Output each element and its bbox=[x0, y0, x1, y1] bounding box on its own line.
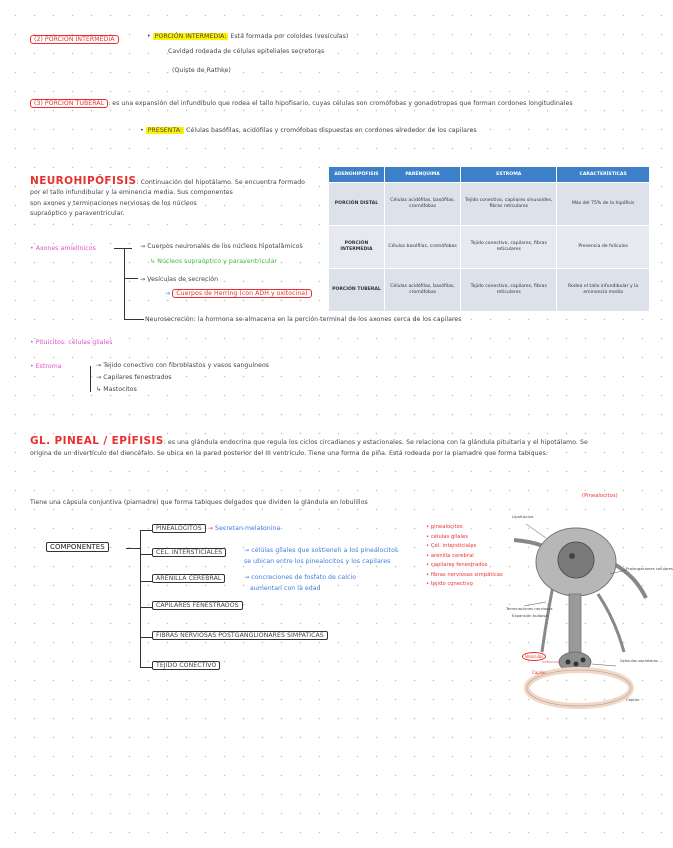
table-header: PARÉNQUIMA bbox=[384, 167, 460, 183]
pineal-comp2: CEL. INTERSTICIALES bbox=[152, 549, 226, 556]
neuro-estroma-2: → Capilares fenestrados bbox=[96, 374, 172, 381]
pineal-comp1: PINEALOCITOS → Secretan melatonina bbox=[152, 525, 280, 532]
pineal-notes: • pinealocitos • células gliales • Cél. intersticiales • arenilla cerebral • capilares fenestrados • fibras nerviosas simpáticas • tejido conectivo bbox=[426, 524, 503, 587]
diagram-label-vesiculas: Vesículas bbox=[522, 654, 546, 659]
neuro-estroma: • Estroma bbox=[30, 363, 62, 370]
neuro-axon-a: → Cuerpos neuronales de los núcleos hipotalámicos bbox=[140, 243, 303, 250]
diagram-label-capilar: Capilar bbox=[626, 697, 640, 702]
pineal-comp4: CAPILARES FENESTRADOS bbox=[152, 602, 243, 609]
pineal-comp6: TEJIDO CONECTIVO bbox=[152, 662, 220, 669]
diagram-label-expansion: Expansión bulbosa bbox=[512, 613, 548, 618]
bullet-icon: • bbox=[140, 127, 144, 134]
pineal-comp5: FIBRAS NERVIOSAS POSTGANGLIONARES SIMPÁTICAS bbox=[152, 632, 328, 639]
diagram-circle-label: Capilar bbox=[532, 670, 547, 675]
adenohipofisis-table bbox=[328, 166, 650, 312]
diagram-note: (Pinealocitos) bbox=[582, 493, 618, 499]
table-header: ESTROMA bbox=[461, 167, 557, 183]
neuro-estroma-3: ↳ Mastocitos bbox=[96, 386, 137, 393]
pineal-comp2-note1: → células gliales que sostienen a los pinealocitos bbox=[244, 547, 399, 554]
section2-title: (2) PORCIÓN INTERMEDIA bbox=[30, 36, 119, 43]
neuro-axon-b: → Vesículas de secreción bbox=[140, 276, 219, 283]
table-row: PORCIÓN INTERMEDIA Células basófilas, cromófobas Tejido conectivo, capilares, fibras reticulares Presencia de folículos bbox=[329, 226, 650, 269]
neuro-estroma-1: → Tejido conectivo con fibroblastos y vasos sanguíneos bbox=[96, 362, 270, 369]
neuro-paragraph: NEUROHIPÓFISIS: Continuación del hipotálamo. Se encuentra formado por el tallo infundibular y la eminencia media. Sus componentes son axones y terminaciones nerviosas de los núcleos supraóptico y paraventricular. bbox=[30, 175, 306, 218]
neuro-axon-c: Neurosecreción: la hormona se almacena en la porción terminal de los axones cerca de los capilares bbox=[145, 316, 462, 323]
section2-line2: Cavidad rodeada de células epiteliales secretoras bbox=[168, 48, 325, 55]
pineal-line3: Tiene una cápsula conjuntiva (piamadre) que forma tabiques delgados que dividen la glándula en lobulillos bbox=[30, 499, 368, 506]
table-row: PORCIÓN DISTAL Células acidófilas, basófilas, cromófobas Tejido conectivo, capilares sinusoides, fibras reticulares Más del 75% de la hipófisis bbox=[329, 183, 650, 226]
table-header: ADENOHIPÓFISIS bbox=[329, 167, 385, 183]
section2-line1: • PORCIÓN INTERMEDIA: Está formada por coloides (vesículas) bbox=[147, 33, 349, 40]
neuro-axones: • Axones amielínicos bbox=[30, 245, 96, 252]
pineal-comp2-note2: se ubican entre los pinealocitos y los capilares bbox=[244, 558, 391, 565]
bullet-icon: • bbox=[147, 33, 151, 40]
pineal-comp3-note2: aumentan con la edad bbox=[250, 585, 321, 592]
section3-line2: • PRESENTA: Células basófilas, acidófilas y cromófobas dispuestas en cordones alrededor de los capilares bbox=[140, 127, 477, 134]
pineal-comp3-note1: → concreciones de fosfato de calcio bbox=[244, 574, 357, 581]
pineal-comp3: ARENILLA CEREBRAL bbox=[152, 575, 225, 582]
diagram-label-lipofuscina: Lipofuscina bbox=[512, 514, 534, 519]
table-row: PORCIÓN TUBERAL Células acidófilas, basófilas, cromófobas Tejido conectivo, capilares, fibras reticulares Rodea el tallo infundibular y la eminencia media bbox=[329, 269, 650, 312]
pineal-paragraph: GL. PINEAL / EPÍFISIS: es una glándula endocrina que regula los ciclos circadianos y estacionales. Se relaciona con la glándula pituitaria y el hipotálamo. Se origina de un divertículo del diencéfalo. Se ubica en la pared posterior del III ventrículo. Tiene una forma de piña. Está rodeada por la piamadre que forma tabiques. bbox=[30, 435, 588, 457]
neuro-pituicitos: • Pituicitos: células gliales bbox=[30, 339, 113, 346]
diagram-label-granulos: Gránulos secretores bbox=[620, 658, 659, 663]
pineal-componentes: COMPONENTES bbox=[46, 543, 109, 551]
section3-line1: (3) PORCIÓN TUBERAL : es una expansión del infundíbulo que rodea el tallo hipofisario, cuyas células son cromófobas y gonadotropas que forman cordones longitudinales bbox=[30, 100, 650, 107]
diagram-label-prolongaciones: Prolongaciones celulares bbox=[626, 566, 673, 571]
diagram-label-terminaciones: Terminaciones nerviosas bbox=[506, 606, 553, 611]
section2-line3: (Quiste de Rathke) bbox=[172, 67, 231, 74]
neuro-axon-a-sub: ↳ Núcleos supraóptico y paraventricular bbox=[150, 258, 278, 265]
neuro-axon-b-sub: → Cuerpos de Herring (con ADH y oxitocina) bbox=[165, 290, 312, 297]
table-header: CARACTERÍSTICAS bbox=[557, 167, 650, 183]
